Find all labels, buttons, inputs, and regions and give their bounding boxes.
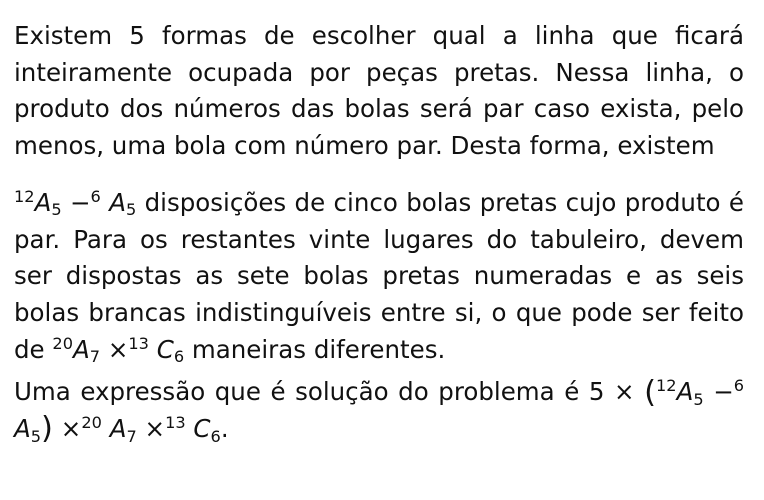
math-operator: − (70, 187, 91, 217)
math-expression-arrangements (14, 186, 137, 220)
math-variable: C (193, 414, 211, 444)
paragraph-3-text: Uma expressão que é solução do problema é 5 × (14, 377, 635, 407)
paragraph-2-text-2: maneiras diferentes. (184, 334, 446, 364)
paragraph-2 (14, 185, 744, 369)
math-operator: − (713, 377, 734, 407)
math-paren: ( (644, 374, 657, 410)
math-subscript: 6 (173, 347, 185, 367)
math-variable: A (676, 377, 694, 407)
sentence-period: . (220, 414, 229, 444)
math-variable: C (156, 334, 174, 364)
math-variable: A (109, 414, 127, 444)
paragraph-1 (14, 18, 744, 165)
math-subscript: 6 (210, 426, 221, 446)
math-superscript: 13 (128, 333, 149, 353)
math-superscript: 12 (14, 186, 35, 206)
math-paren: ) (41, 411, 53, 447)
paragraph-3 (14, 374, 744, 447)
math-variable: A (34, 187, 52, 217)
math-superscript: 20 (81, 413, 102, 433)
math-superscript: 6 (90, 186, 101, 206)
math-superscript: 12 (656, 376, 677, 396)
math-operator: × (60, 414, 82, 444)
math-variable: A (109, 187, 126, 217)
math-subscript: 5 (693, 389, 704, 409)
math-variable: A (14, 414, 31, 444)
math-expression-remaining (52, 333, 185, 367)
math-variable: A (72, 334, 90, 364)
math-subscript: 7 (126, 426, 137, 446)
math-subscript: 5 (125, 200, 137, 220)
math-operator: × (144, 414, 166, 444)
document-body (14, 18, 744, 448)
math-subscript: 5 (30, 426, 42, 446)
math-operator: × (107, 334, 129, 364)
math-superscript: 13 (165, 413, 186, 433)
math-superscript: 6 (733, 376, 745, 396)
paragraph-1-text: Existem 5 formas de escolher qual a linha que ficará inteiramente ocupada por peças pretas. Nessa linha, o produto dos números das bolas será par caso exista, pelo menos, uma bola com número par. Desta forma, existem (14, 21, 744, 161)
math-superscript: 20 (52, 333, 73, 353)
paragraph-2-text-1: disposições de cinco bolas pretas cujo produto é par. Para os restantes vinte lugares do tabuleiro, devem ser dispostas as sete bolas pretas numeradas e as seis bolas brancas indistinguíveis entre si, o que pode ser feito de (14, 187, 745, 364)
math-subscript: 7 (89, 347, 101, 367)
math-subscript: 5 (51, 200, 62, 220)
